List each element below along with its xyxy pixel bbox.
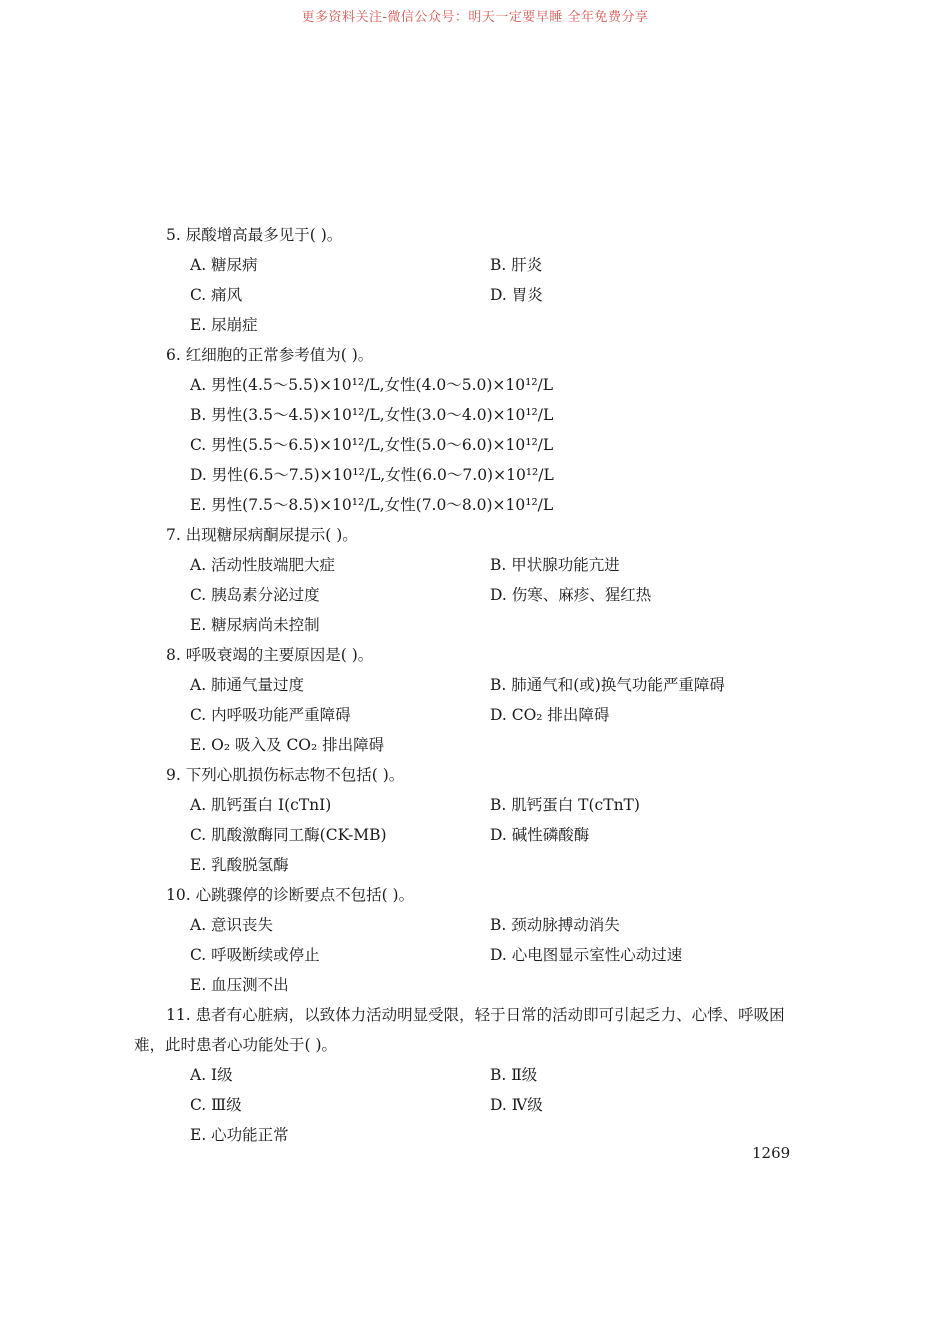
option-e: E. O₂ 吸入及 CO₂ 排出障碍 [190, 736, 385, 754]
option-e: E. 乳酸脱氢酶 [190, 856, 289, 874]
question-stem: 5. 尿酸增高最多见于( )。 [166, 226, 343, 244]
question-stem: 8. 呼吸衰竭的主要原因是( )。 [166, 646, 374, 664]
question-list [0, 220, 950, 1150]
page-number: 1269 [752, 1144, 791, 1162]
option-d: D. 碱性磷酸酶 [490, 826, 590, 844]
option-c: C. 内呼吸功能严重障碍 [190, 706, 351, 724]
option-a: A. 男性(4.5～5.5)×10¹²/L,女性(4.0～5.0)×10¹²/L [190, 376, 554, 394]
option-b: B. 甲状腺功能亢进 [490, 556, 620, 574]
option-c: C. 胰岛素分泌过度 [190, 586, 320, 604]
options [0, 1060, 950, 1150]
options [0, 790, 950, 880]
question-stem: 7. 出现糖尿病酮尿提示( )。 [166, 526, 358, 544]
option-b: B. 男性(3.5～4.5)×10¹²/L,女性(3.0～4.0)×10¹²/L [190, 406, 554, 424]
option-a: A. 肺通气量过度 [190, 676, 305, 694]
option-d: D. 心电图显示室性心动过速 [490, 946, 683, 964]
option-e: E. 男性(7.5～8.5)×10¹²/L,女性(7.0～8.0)×10¹²/L [190, 496, 554, 514]
option-b: B. 肺通气和(或)换气功能严重障碍 [490, 676, 725, 694]
question-stem: 6. 红细胞的正常参考值为( )。 [166, 346, 374, 364]
question-stem: 9. 下列心肌损伤标志物不包括( )。 [166, 766, 405, 784]
options [0, 250, 950, 340]
question-10 [0, 880, 950, 1000]
option-c: C. 呼吸断续或停止 [190, 946, 320, 964]
option-e: E. 血压测不出 [190, 976, 289, 994]
options [0, 670, 950, 760]
option-b: B. Ⅱ级 [490, 1066, 538, 1084]
option-a: A. 肌钙蛋白 I(cTnI) [190, 796, 332, 814]
question-stem: 10. 心跳骤停的诊断要点不包括( )。 [166, 886, 415, 904]
question-11 [0, 1000, 950, 1150]
options [0, 910, 950, 1000]
option-d: D. Ⅳ级 [490, 1096, 543, 1114]
option-b: B. 肝炎 [490, 256, 543, 274]
option-a: A. 糖尿病 [190, 256, 258, 274]
question-stem: 11. 患者有心脏病，以致体力活动明显受限，轻于日常的活动即可引起乏力、心悸、呼吸困 [166, 1006, 785, 1024]
question-7 [0, 520, 950, 640]
option-c: C. 痛风 [190, 286, 243, 304]
question-stem-continued: 难，此时患者心功能处于( )。 [134, 1036, 338, 1054]
page-header-notice: 更多资料关注-微信公众号：明天一定要早睡 全年免费分享 [301, 10, 649, 25]
option-e: E. 心功能正常 [190, 1126, 289, 1144]
option-c: C. 肌酸激酶同工酶(CK-MB) [190, 826, 387, 844]
option-d: D. 胃炎 [490, 286, 543, 304]
options [0, 370, 950, 520]
option-a: A. Ⅰ级 [190, 1066, 233, 1084]
question-9 [0, 760, 950, 880]
option-d: D. 伤寒、麻疹、猩红热 [490, 586, 652, 604]
option-a: A. 活动性肢端肥大症 [190, 556, 336, 574]
question-5 [0, 220, 950, 340]
option-c: C. Ⅲ级 [190, 1096, 242, 1114]
option-e: E. 糖尿病尚未控制 [190, 616, 320, 634]
option-c: C. 男性(5.5～6.5)×10¹²/L,女性(5.0～6.0)×10¹²/L [190, 436, 554, 454]
option-b: B. 颈动脉搏动消失 [490, 916, 620, 934]
options [0, 550, 950, 640]
option-d: D. 男性(6.5～7.5)×10¹²/L,女性(6.0～7.0)×10¹²/L [190, 466, 554, 484]
option-e: E. 尿崩症 [190, 316, 258, 334]
question-6 [0, 340, 950, 520]
option-d: D. CO₂ 排出障碍 [490, 706, 610, 724]
question-8 [0, 640, 950, 760]
option-b: B. 肌钙蛋白 T(cTnT) [490, 796, 640, 814]
option-a: A. 意识丧失 [190, 916, 274, 934]
